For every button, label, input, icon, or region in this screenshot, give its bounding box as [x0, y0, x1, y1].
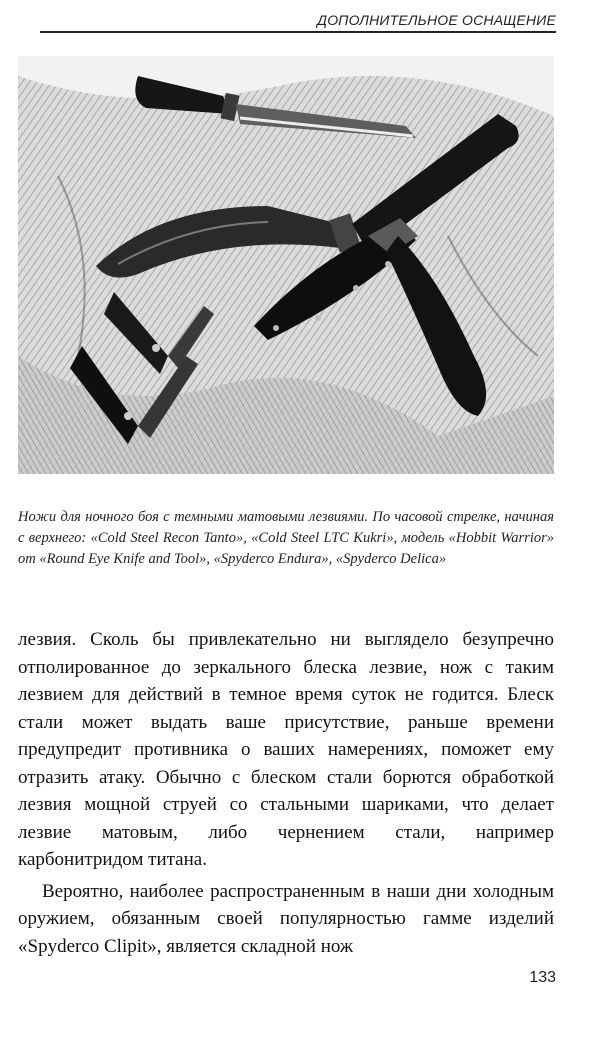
knives-photo	[18, 56, 554, 474]
page-number: 133	[529, 969, 556, 986]
figure-caption: Ножи для ночного боя с темными матовыми лезвиями. По часовой стрелке, начиная с верхнего: «Cold Steel Recon Tanto», «Cold Steel LTC Kukri», модель «Hobbit Warrior» от «Round Eye Knife and Tool», «Spyderco Endura», «Spyderco Delica»	[18, 509, 554, 567]
header-rule	[40, 31, 556, 33]
paragraph: Вероятно, наиболее распространенным в наши дни холодным оружием, обязанным своей популярностью гамме изделий «Spyderco Clipit», является складной нож	[18, 880, 554, 957]
body-text	[18, 626, 554, 960]
paragraph: лезвия. Сколь бы привлекательно ни выглядело безупречно отполированное до зеркального блеска лезвие, нож с таким лезвием для действий в темное время суток не годится. Блеск стали может выдать ваше присутствие, раньше времени предупредит противника о ваших намерениях, поможет ему отразить атаку. Обычно с блеском стали борются обработкой лезвия мощной струей со стальными шариками, что делает лезвие матовым, либо чернением стали, например карбонитридом титана.	[18, 629, 554, 870]
running-head: ДОПОЛНИТЕЛЬНОЕ ОСНАЩЕНИЕ	[317, 12, 556, 28]
